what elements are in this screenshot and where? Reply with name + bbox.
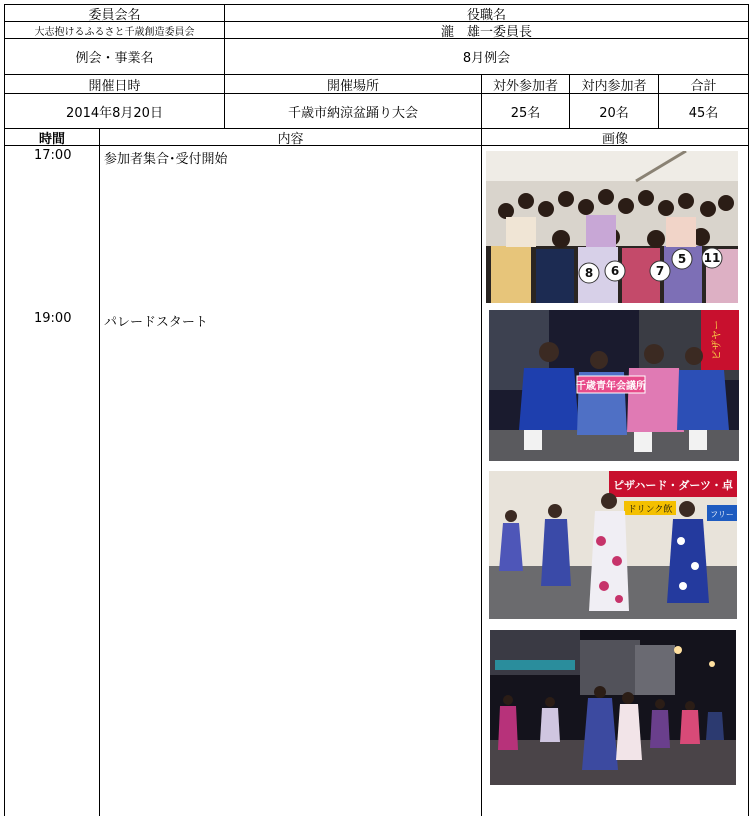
content-column-header: 内容 xyxy=(99,128,482,146)
date-value: 2014年8月20日 xyxy=(4,93,225,129)
total-label: 合計 xyxy=(658,74,749,94)
fan-number-5: 11 xyxy=(703,251,721,265)
event-name: 8月例会 xyxy=(224,38,749,75)
photo-night-parade xyxy=(490,630,736,785)
photo-dancers-yukata xyxy=(489,471,737,619)
internal-value: 20名 xyxy=(569,93,659,129)
committee-name: 大志抱けるふるさと千歳創造委員会 xyxy=(4,21,225,39)
fan-number-3: 7 xyxy=(655,264,665,278)
total-value: 45名 xyxy=(658,93,749,129)
internal-label: 対内参加者 xyxy=(569,74,659,94)
photo-happi-members xyxy=(489,310,739,461)
schedule-time-1: 17:00 xyxy=(34,148,72,163)
content-column xyxy=(99,145,482,816)
fan-number-1: 8 xyxy=(584,266,594,280)
side-sign-text: フリー xyxy=(710,510,734,519)
place-label: 開催場所 xyxy=(224,74,482,94)
shop-sign-text: ピザヤー xyxy=(712,320,723,360)
time-column-header: 時間 xyxy=(4,128,100,146)
drink-sign-text: ドリンク飲 xyxy=(627,505,673,515)
fan-number-2: 6 xyxy=(610,264,620,278)
shop-banner-text: ピザハード・ダーツ・卓 xyxy=(613,479,733,492)
event-label: 例会・事業名 xyxy=(4,38,225,75)
role-label: 役職名 xyxy=(224,4,749,22)
jc-banner: 千歳青年会議所 xyxy=(576,381,646,392)
external-label: 対外参加者 xyxy=(481,74,570,94)
role-name: 瀧 雄一委員長 xyxy=(224,21,749,39)
schedule-time-2: 19:00 xyxy=(34,311,72,326)
time-column xyxy=(4,145,100,816)
date-label: 開催日時 xyxy=(4,74,225,94)
schedule-content-1: 参加者集合･受付開始 xyxy=(104,152,228,167)
fan-number-4: 5 xyxy=(677,252,687,266)
place-value: 千歳市納涼盆踊り大会 xyxy=(224,93,482,129)
photo-group-participants xyxy=(486,151,738,303)
image-column-header: 画像 xyxy=(481,128,749,146)
external-value: 25名 xyxy=(481,93,570,129)
committee-label: 委員会名 xyxy=(4,4,225,22)
schedule-content-2: パレードスタート xyxy=(104,315,208,330)
